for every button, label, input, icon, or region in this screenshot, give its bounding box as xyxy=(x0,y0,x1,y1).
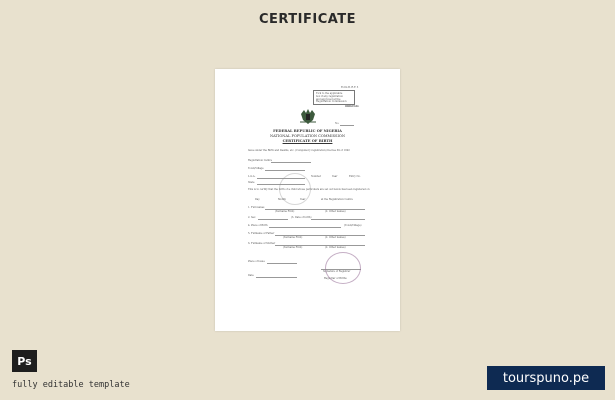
date-label: Date xyxy=(248,274,254,277)
brand-badge[interactable]: tourspuno.pe xyxy=(487,366,605,390)
year-label: Year xyxy=(300,198,306,201)
certificate-title: CERTIFICATE OF BIRTH xyxy=(282,139,333,143)
date-col-2: Year xyxy=(332,175,338,178)
date-col-1: Number xyxy=(311,175,321,178)
commission-heading: NATIONAL POPULATION COMMISSION xyxy=(269,134,345,138)
dob-line xyxy=(311,219,365,220)
place-of-birth-label: 4. Place of Birth xyxy=(248,224,268,227)
watermark-seal xyxy=(279,173,311,205)
day-label: Day xyxy=(255,198,260,201)
photoshop-icon: Ps xyxy=(12,350,37,372)
registration-centre-line xyxy=(271,162,311,163)
birth-certificate-document xyxy=(215,69,400,331)
town-village-short: (Town/Village) xyxy=(344,224,362,227)
notice-line-1: Tick to the applicable xyxy=(316,91,343,95)
father-label: 5. Fullname of Father xyxy=(248,232,275,235)
registration-centre-label: Registration Centre xyxy=(248,159,273,162)
serial-prefix: No. xyxy=(335,122,340,125)
editable-caption: fully editable template xyxy=(12,380,130,390)
registration-centre-note: at the Registration Centre xyxy=(321,198,353,201)
signature-label: Signature of Registrar xyxy=(323,270,351,273)
sex-label: 2. Sex xyxy=(248,216,256,219)
place-of-issue-label: Place of Issue xyxy=(248,260,265,263)
notice-line-4: Registration Commission xyxy=(316,100,347,104)
date-col-3: Entry No. xyxy=(349,175,361,178)
date-line xyxy=(256,277,297,278)
official-stamp xyxy=(325,252,361,284)
fullname-label: 1. Full names xyxy=(248,206,265,209)
notice-line-3: and approved at the xyxy=(316,97,341,101)
notice-box xyxy=(313,90,355,105)
place-of-issue-line xyxy=(267,263,297,264)
serial-line xyxy=(340,125,354,126)
surname-first-3: (Surname First) xyxy=(283,246,303,249)
surname-first-2: (Surname First) xyxy=(283,236,303,239)
copy-type: ORIGINAL xyxy=(345,105,360,108)
republic-heading: FEDERAL REPUBLIC OF NIGERIA xyxy=(273,129,342,133)
other-names-2: (2. Other names) xyxy=(325,236,346,239)
sex-line xyxy=(258,219,288,220)
form-number: Form B. R.F. 3 xyxy=(341,86,359,89)
other-names-1: (2. Other names) xyxy=(325,210,346,213)
registrar-label: Registrar of Births xyxy=(324,277,347,280)
other-names-3: (2. Other names) xyxy=(325,246,346,249)
month-label: Month xyxy=(278,198,286,201)
mother-label: 6. Fullname of Mother xyxy=(248,242,276,245)
town-village-line xyxy=(265,170,305,171)
place-of-birth-line xyxy=(269,227,341,228)
lga-label: L.G.A. xyxy=(248,175,256,178)
page-heading: CERTIFICATE xyxy=(258,12,357,27)
state-label: State xyxy=(248,181,255,184)
town-village-label: Town/Village xyxy=(248,167,264,170)
coat-of-arms-icon xyxy=(298,108,318,126)
date-of-birth-label: (3. Date of birth) xyxy=(291,216,312,219)
surname-first-1: (Surname First) xyxy=(275,210,295,213)
notice-line-2: box if any registration xyxy=(316,94,343,98)
certify-text: This is to certify that the birth of a child whose particulars are set out below has been registered on xyxy=(248,188,370,191)
issued-under: Issue under the Birth and Deaths, etc. (Compulsory registration) Decree 69 of 1992 xyxy=(248,149,350,152)
